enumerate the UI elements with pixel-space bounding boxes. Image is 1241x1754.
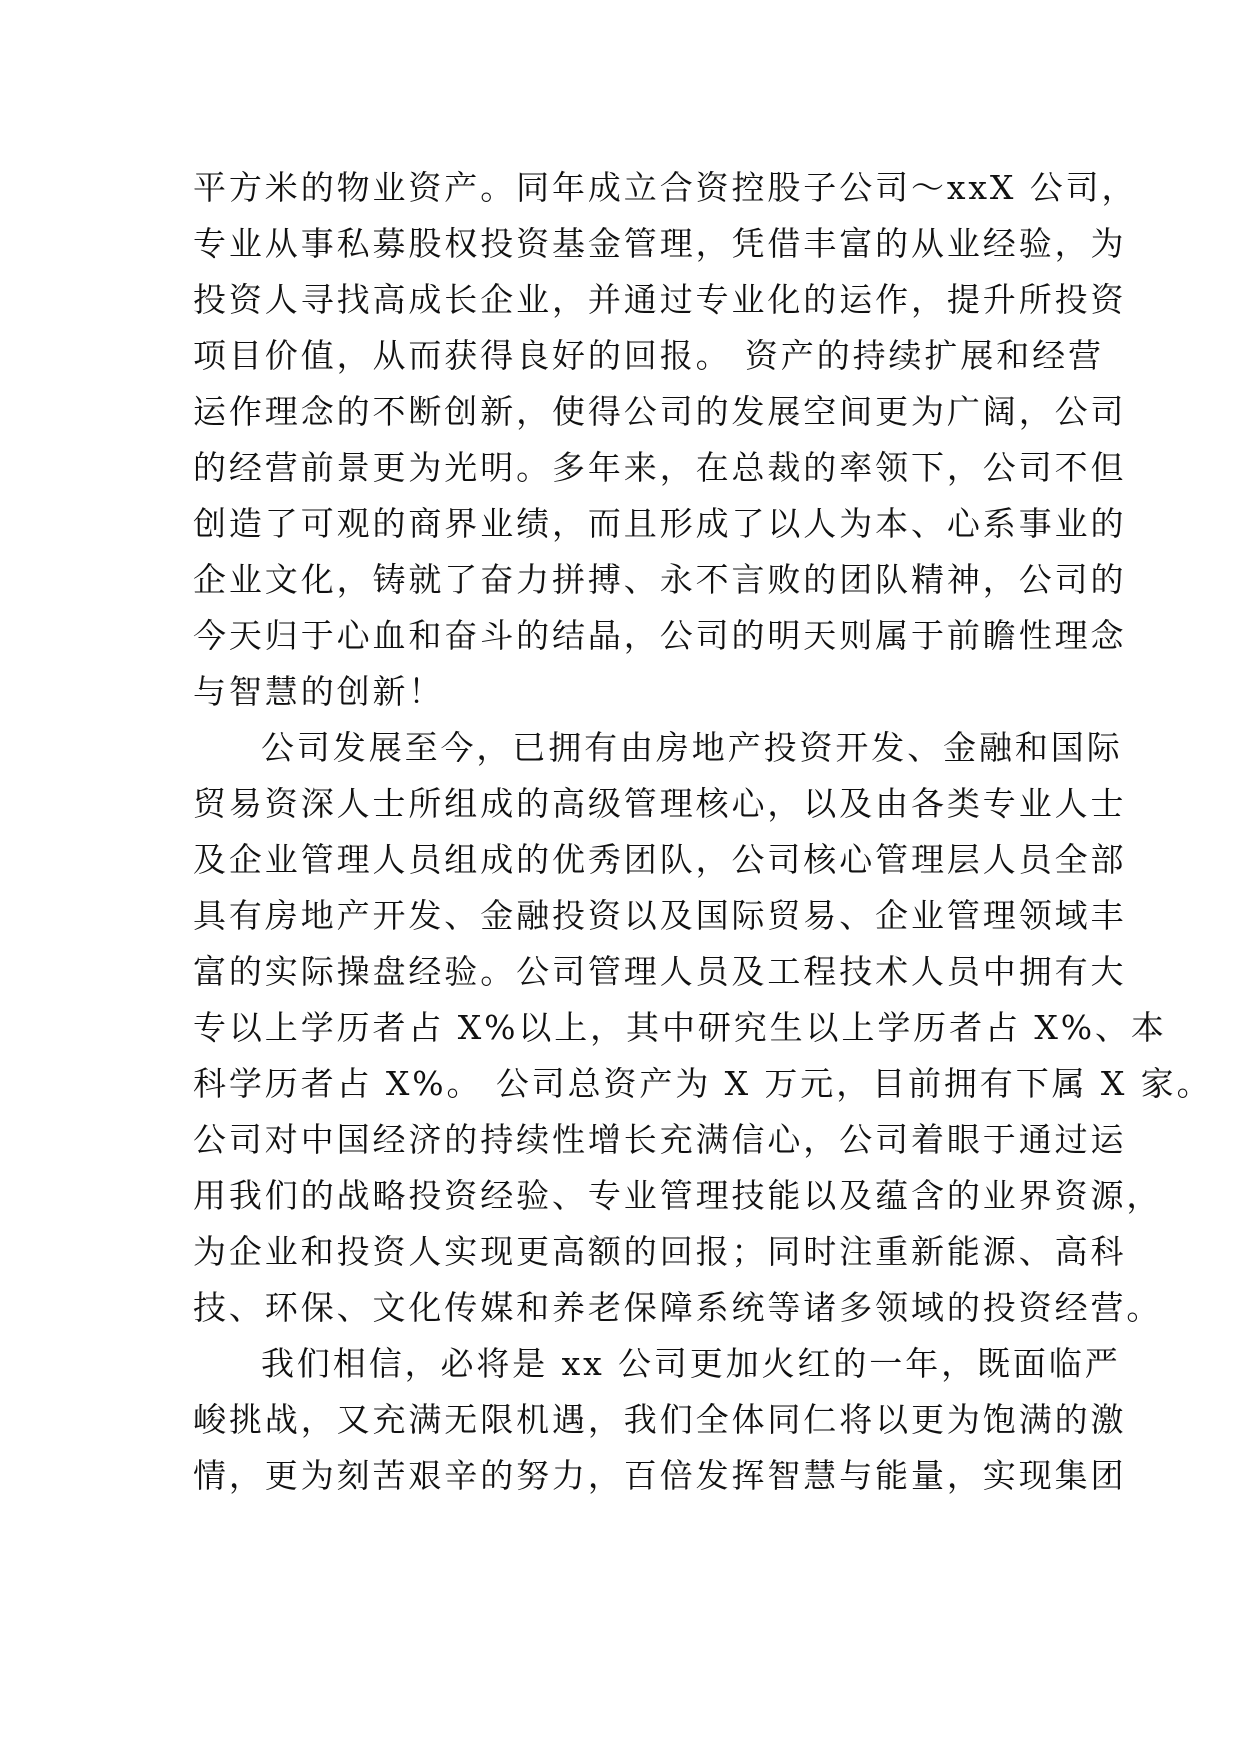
text-line: 峻挑战，又充满无限机遇，我们全体同仁将以更为饱满的激 (193, 1400, 1127, 1439)
text-line: 及企业管理人员组成的优秀团队，公司核心管理层人员全部 (193, 840, 1127, 879)
text-line: 今天归于心血和奋斗的结晶，公司的明天则属于前瞻性理念 (193, 616, 1127, 655)
text-line: 我们相信，必将是 xx 公司更加火红的一年，既面临严 (261, 1344, 1121, 1383)
text-line: 平方米的物业资产。同年成立合资控股子公司～xxX 公司， (193, 168, 1138, 207)
text-line: 专以上学历者占 X%以上，其中研究生以上学历者占 X%、本 (193, 1008, 1167, 1047)
text-line: 的经营前景更为光明。多年来，在总裁的率领下，公司不但 (193, 448, 1127, 487)
text-line: 为企业和投资人实现更高额的回报；同时注重新能源、高科 (193, 1232, 1127, 1271)
text-line: 科学历者占 X%。 公司总资产为 X 万元，目前拥有下属 X 家。 (193, 1064, 1213, 1103)
text-line: 贸易资深人士所组成的高级管理核心，以及由各类专业人士 (193, 784, 1127, 823)
text-line: 专业从事私募股权投资基金管理，凭借丰富的从业经验，为 (193, 224, 1127, 263)
paragraph (193, 160, 1138, 720)
paragraph (193, 720, 1213, 1336)
text-line: 企业文化，铸就了奋力拼搏、永不言败的团队精神，公司的 (193, 560, 1127, 599)
text-line: 投资人寻找高成长企业，并通过专业化的运作，提升所投资 (193, 280, 1127, 319)
text-line: 与智慧的创新！ (193, 672, 445, 711)
text-line: 技、环保、文化传媒和养老保障系统等诸多领域的投资经营。 (193, 1288, 1163, 1327)
text-line: 情，更为刻苦艰辛的努力，百倍发挥智慧与能量，实现集团 (193, 1456, 1127, 1495)
text-line: 用我们的战略投资经验、专业管理技能以及蕴含的业界资源， (193, 1176, 1163, 1215)
document-body (193, 160, 1213, 1504)
text-line: 创造了可观的商界业绩，而且形成了以人为本、心系事业的 (193, 504, 1127, 543)
text-line: 具有房地产开发、金融投资以及国际贸易、企业管理领域丰 (193, 896, 1127, 935)
text-line: 公司对中国经济的持续性增长充满信心，公司着眼于通过运 (193, 1120, 1127, 1159)
text-line: 富的实际操盘经验。公司管理人员及工程技术人员中拥有大 (193, 952, 1127, 991)
text-line: 公司发展至今，已拥有由房地产投资开发、金融和国际 (261, 728, 1123, 767)
paragraph (193, 1336, 1127, 1504)
text-line: 项目价值，从而获得良好的回报。 资产的持续扩展和经营 (193, 336, 1104, 375)
text-line: 运作理念的不断创新，使得公司的发展空间更为广阔，公司 (193, 392, 1127, 431)
